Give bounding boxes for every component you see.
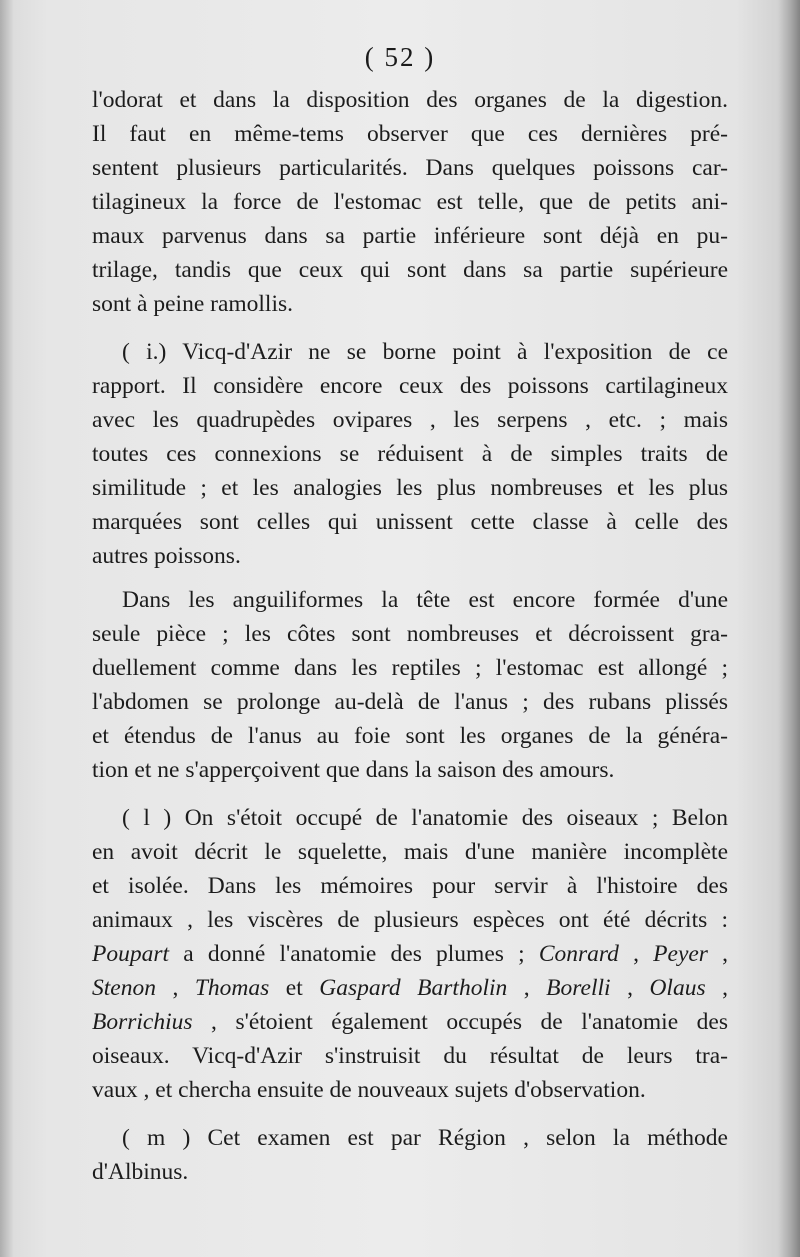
text-fragment: , [707,941,729,967]
text-line: tion et ne s'apperçoivent que dans la saison des amours. [92,757,615,783]
text-line: duellement comme dans les reptiles ; l'estomac est allongé ; [92,655,728,681]
text-fragment: , [610,975,650,1001]
note-i [92,335,728,573]
text-line-names [92,937,728,971]
name-poupart: Poupart [92,941,170,967]
name-thomas: Thomas [194,975,270,1001]
text-line: similitude ; et les analogies les plus nombreuses et les plus [92,475,728,501]
text-fragment: et [269,975,320,1001]
text-line: autres poissons. [92,543,241,569]
text-line: trilage, tandis que ceux qui sont dans sa partie supérieure [92,257,728,283]
text-line: et isolée. Dans les mémoires pour servir à l'histoire des [92,873,728,899]
name-stenon: Stenon [92,975,156,1001]
text-line: ( i.) Vicq-d'Azir ne se borne point à l'exposition de ce [122,339,728,365]
text-line: toutes ces connexions se réduisent à de simples traits de [92,441,728,467]
text-line: oiseaux. Vicq-d'Azir s'instruisit du résultat de leurs tra- [92,1043,728,1069]
text-line: d'Albinus. [92,1159,189,1185]
text-fragment: a donné l'anatomie des plumes ; [169,941,539,967]
text-line: l'abdomen se prolonge au-delà de l'anus ; des rubans plissés [92,689,728,715]
page-number: ( 52 ) [364,42,436,72]
text-line: vaux , et chercha ensuite de nouveaux sujets d'observation. [92,1077,646,1103]
name-gaspard-bartholin: Gaspard Bartholin [319,975,508,1001]
name-conrard: Conrard [538,941,619,967]
text-line: l'odorat et dans la disposition des organes de la digestion. [92,87,728,113]
name-borrichius: Borrichius [92,1009,193,1035]
text-line: animaux , les viscères de plusieurs espèces ont été décrits : [92,907,728,933]
note-l [92,801,728,1107]
name-olaus: Olaus [649,975,706,1001]
text-line: ( l ) On s'étoit occupé de l'anatomie des oiseaux ; Belon [122,805,728,831]
text-line-names [92,1005,728,1039]
text-fragment: , s'étoient également occupés de l'anatomie des [192,1009,728,1035]
text-line: Dans les anguiliformes la tête est encore formée d'une [122,587,728,613]
name-peyer: Peyer [653,941,708,967]
text-line: sont à peine ramollis. [92,291,294,317]
text-line: seule pièce ; les côtes sont nombreuses et décroissent gra- [92,621,728,647]
note-m [92,1121,728,1189]
text-line: en avoit décrit le squelette, mais d'une manière incomplète [92,839,728,865]
paragraph-anguiliformes [92,583,728,787]
text-line: avec les quadrupèdes ovipares , les serpens , etc. ; mais [92,407,728,433]
text-fragment: , [507,975,547,1001]
paragraph-continuation [92,83,728,321]
text-line: marquées sont celles qui unissent cette classe à celle des [92,509,728,535]
page-body [92,83,728,1189]
page-gutter-shadow [0,0,14,1257]
name-borelli: Borelli [546,975,611,1001]
text-fragment: , [705,975,728,1001]
text-fragment: , [618,941,654,967]
text-line: Il faut en même-tems observer que ces dernières pré- [92,121,728,147]
text-line: sentent plusieurs particularités. Dans quelques poissons car- [92,155,728,181]
text-line: tilagineux la force de l'estomac est telle, que de petits ani- [92,189,728,215]
text-fragment: , [155,975,195,1001]
page-edge-shadow [778,0,800,1257]
text-line: ( m ) Cet examen est par Région , selon la méthode [122,1125,728,1151]
text-line: maux parvenus dans sa partie inférieure sont déjà en pu- [92,223,728,249]
text-line-names [92,971,728,1005]
text-line: rapport. Il considère encore ceux des poissons cartilagineux [92,373,728,399]
text-line: et étendus de l'anus au foie sont les organes de la généra- [92,723,728,749]
